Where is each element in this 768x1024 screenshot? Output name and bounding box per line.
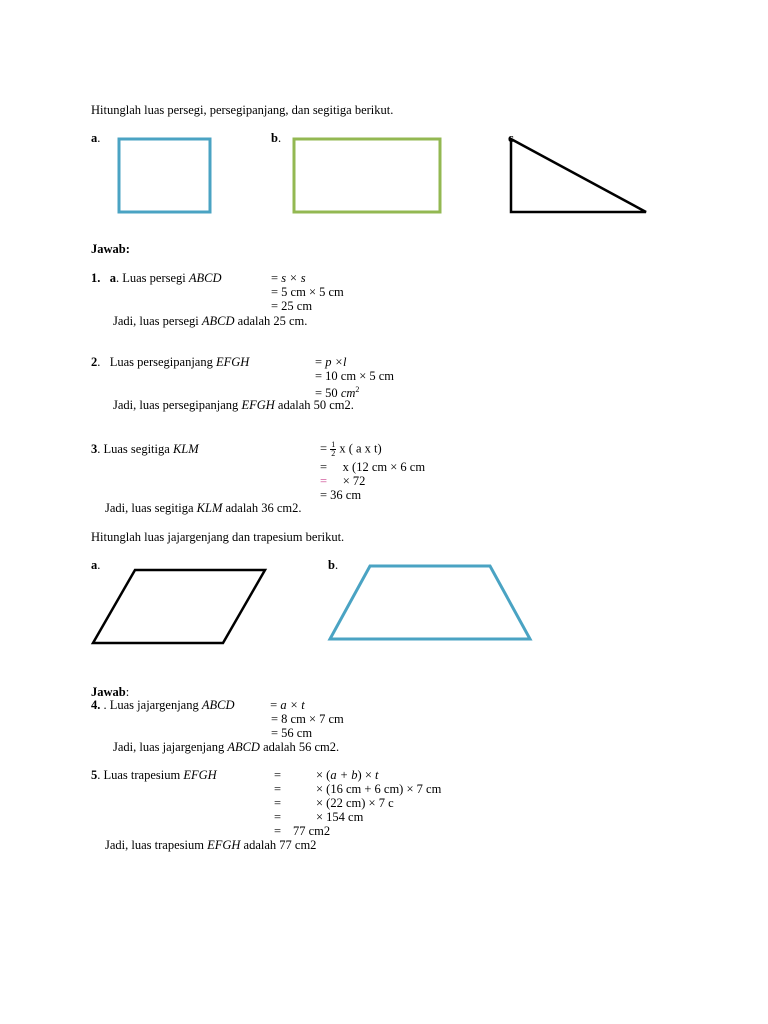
q3-step-4: = 36 cm [320, 488, 362, 502]
label-b: b. [271, 131, 282, 145]
parallelogram-shape [93, 570, 265, 643]
q3-conclusion: Jadi, luas segitiga KLM adalah 36 cm2. [105, 501, 302, 515]
q5-line: 5. Luas trapesium EFGH [91, 768, 217, 782]
q5-eq-2: = [274, 782, 282, 796]
trapezoid-shape [330, 566, 530, 639]
q1-line: 1. a. Luas persegi ABCD [91, 271, 222, 285]
q4-conclusion: Jadi, luas jajargenjang ABCD adalah 56 cm2. [113, 740, 340, 754]
q5-step-3: × (22 cm) × 7 c [316, 796, 394, 810]
q2-step-2: = 10 cm × 5 cm [315, 369, 395, 383]
q2-step-1: = p ×l [315, 355, 347, 369]
q4-step-1: = a × t [267, 698, 305, 712]
q5-eq-1: = [274, 768, 282, 782]
q3-step-2: = x (12 cm × 6 cm [320, 460, 426, 474]
q4-step-3: = 56 cm [271, 726, 313, 740]
q1-conclusion: Jadi, luas persegi ABCD adalah 25 cm. [113, 314, 308, 328]
q1-step-3: = 25 cm [271, 299, 313, 313]
jawab-heading-1: Jawab: [91, 242, 130, 256]
q5-conclusion: Jadi, luas trapesium EFGH adalah 77 cm2 [105, 838, 317, 852]
q3-step-1: = $\frac{1}{2}$ x ( a x t) [320, 440, 382, 458]
q5-eq-3: = [274, 796, 282, 810]
label-a-2: a. [91, 558, 101, 572]
q5-eq-4: = [274, 810, 282, 824]
jawab-heading-2: Jawab: [91, 685, 130, 699]
q2-line: 2. Luas persegipanjang EFGH [91, 355, 250, 369]
q3-line: 3. Luas segitiga KLM [91, 442, 199, 456]
instruction-2: Hitunglah luas jajargenjang dan trapesium berikut. [91, 530, 345, 544]
label-b-2: b. [328, 558, 339, 572]
q2-step-3: = 50 $cm^2$ [315, 385, 360, 401]
label-a: a. [91, 131, 101, 145]
fraction-half: $\frac{1}{2}$ [331, 440, 336, 458]
q1-step-2: = 5 cm × 5 cm [271, 285, 344, 299]
q2-conclusion: Jadi, luas persegipanjang EFGH adalah 50 cm2. [113, 398, 354, 412]
q5-step-2: × (16 cm + 6 cm) × 7 cm [316, 782, 442, 796]
q5-step-1: × (a + b) × t [316, 768, 379, 782]
q5-eq-5: = [274, 824, 282, 838]
label-c: c. [508, 131, 517, 145]
instruction-1: Hitunglah luas persegi, persegipanjang, dan segitiga berikut. [91, 103, 394, 117]
q5-step-4: × 154 cm [316, 810, 364, 824]
q4-line: 4. . Luas jajargenjang ABCD [91, 698, 235, 712]
q3-step-3: = × 72 [320, 474, 366, 488]
q5-step-5: 77 cm2 [293, 824, 331, 838]
q4-step-2: = 8 cm × 7 cm [271, 712, 344, 726]
q1-step-1: = s × s [271, 271, 306, 285]
